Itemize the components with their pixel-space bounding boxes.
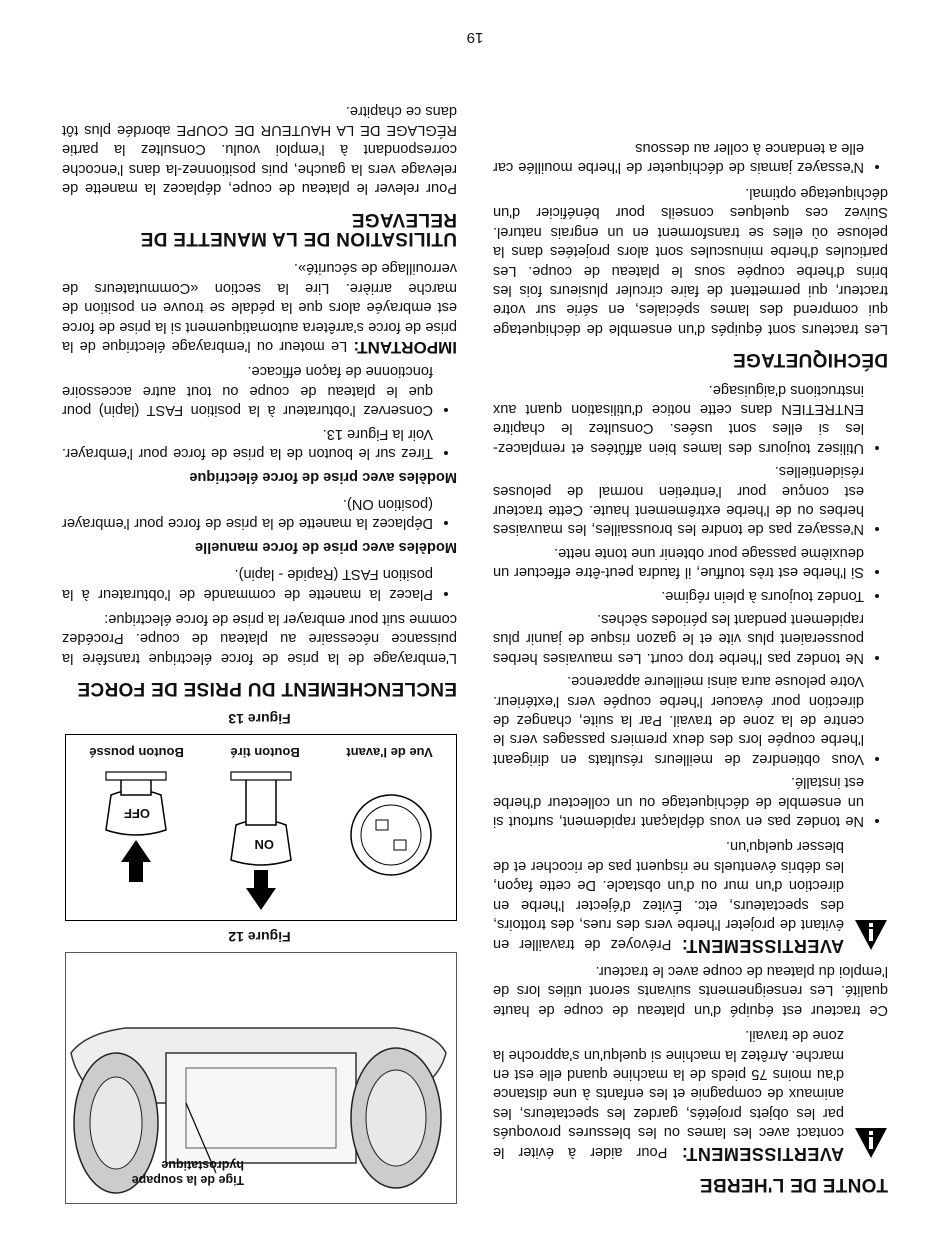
section-title-dechiquetage: DÉCHIQUETAGE <box>732 349 888 371</box>
figure-12-caption: Figure 12 <box>228 929 291 945</box>
list-item: • Déplacez la manette de la prise de force pour l'embrayer (position ON). <box>62 494 433 533</box>
knob-off-label: OFF <box>124 805 150 821</box>
figure-13-caption: Figure 13 <box>228 710 291 727</box>
warning-block-1 <box>493 1025 888 1163</box>
warning-title: AVERTISSEMENT: <box>681 935 844 956</box>
important-title: IMPORTANT: <box>353 338 457 358</box>
list-item: • Tirez sur le bouton de la prise de force pour l'embrayer. Voir la Figure 13. <box>62 423 433 462</box>
button-pushed-label: Bouton poussé <box>89 745 184 760</box>
mowing-tips-list <box>493 379 888 830</box>
important-note <box>62 258 457 357</box>
view-front-label: Vue de l'avant <box>346 745 433 760</box>
subheading-manual-pto: Modèles avec prise de force manuelle <box>195 538 457 555</box>
list-item: • Tondez toujours à plein régime. <box>493 585 864 604</box>
list-item: • Utilisez toujours des lames bien affûtées et remplacez-les si elles sont usées. Consultez le chapitre ENTRETIEN dans cette notice d'utilisation quant aux instructions d'aiguisage. <box>493 379 864 457</box>
list-item: • Conservez l'obturateur à la position FAST (lapin) pour que le plateau de coupe ou tout autre accessoire fonctionne de façon efficace. <box>62 361 433 419</box>
mulching-tips-list <box>493 138 888 177</box>
list-item: • N'essayez jamais de déchiqueter de l'herbe mouillée car elle a tendance à coller au dessous <box>493 138 864 177</box>
section-title-pto: ENCLENCHEMENT DU PRISE DE FORCE <box>77 678 457 700</box>
list-item: • Vous obtiendrez de meilleurs résultats en dirigeant l'herbe coupée lors des deux premiers passages vers le centre de la zone de travail. Par la suite, changez de direction pour évacuer l'herbe coupée vers l'extérieur. Votre pelouse aura ainsi meilleure apparence. <box>493 671 864 768</box>
paragraph-dechiquetage: Les tracteurs sont équipés d'un ensemble de déchiquetage qui comprend des lames spéciales, en série sur votre tracteur, qui permettent de faire circuler plusieurs fois les brins d'herbe coupée sous le plateau de coupe. Les particules d'herbe minuscules sont alors projetées dans la pelouse où elles se transforment en un engrais naturel. Suivez ces quelques conseils pour bénéficier d'un déchiquetage optimal. <box>493 184 888 337</box>
figure-12-tractor-illustration <box>65 952 457 1204</box>
figure-13-pto-knob <box>65 734 457 921</box>
list-item: • Ne tondez pas en vous déplaçant rapidement, surtout si un ensemble de déchiquetage ou un collecteur d'herbe est installé. <box>493 772 864 830</box>
paragraph-pto: L'embrayage de la prise de force électrique transfère la puissance nécessaire au plateau de coupe. Procédez comme suit pour embrayer la prise de force électrique: <box>62 610 457 666</box>
warning-text: Prévoyez de travailler en évitant de projeter l'herbe vers des rues, des trottoirs, des spectateurs, etc. Évitez d'éjecter l'herbe en direction d'un mur ou d'un obstacle. De cette façon, les débris éventuels ne risquent pas de ricocher et de blesser quelqu'un. <box>493 838 844 952</box>
right-column <box>62 94 457 1204</box>
pto-knob-drawing <box>66 735 456 920</box>
knob-on-label: ON <box>254 836 274 852</box>
section-title-tonte: TONTE DE L'HERBE <box>699 1174 888 1195</box>
left-column <box>493 134 888 1204</box>
figure-12-callout: Tige de la soupape hydrostatique <box>131 1158 244 1187</box>
important-text: Le moteur ou l'embrayage électrique de la prise de force s'arrêtera automatiquement si la prise de force est embrayée alors que la pédale se trouve en position de marche arrière. Lire la section «Commutateurs de verrouillage de sécurité». <box>62 260 457 355</box>
figure-13-labels <box>66 743 456 762</box>
page-number: 19 <box>466 29 484 46</box>
list-item: • Si l'herbe est très touffue, il faudra peut-être effectuer un deuxième passage pour obtenir une tonte nette. <box>493 542 864 581</box>
section-title-relevage: UTILISATION DE LA MANETTE DE RELEVAGE <box>140 208 457 250</box>
subheading-electric-pto: Modèles avec prise de force électrique <box>189 468 457 485</box>
warning-icon <box>854 912 888 950</box>
list-item: • Ne tondez pas l'herbe trop court. Les mauvaises herbes pousseraient plus vite et le gazon risque de jaunir plus rapidement pendant les périodes sèches. <box>493 609 864 667</box>
warning-text: Pour aider à éviter le contact avec les lames ou les blessures provoqués par les objets projetés, gardez les spectateurs, les animaux de compagnie et les enfants à une distance d'au moins 75 pieds de la machine quand elle est en marche. Arrêtez la machine si quelqu'un s'approche la zone de travail. <box>493 1027 844 1160</box>
warning-icon <box>854 1120 888 1158</box>
warning-title: AVERTISSEMENT: <box>681 1143 844 1164</box>
list-item: • N'essayez pas de tondre les broussailles, les mauvaises herbes ou de l'herbe extrêmement haute. Cette tracteur est conçue pour l'entretien normal de pelouses résidentielles. <box>493 461 864 539</box>
button-pulled-label: Bouton tiré <box>230 745 300 760</box>
list-item: • Placez la manette de commande de l'obturateur à la position FAST (Rapide - lapin). <box>62 564 433 603</box>
paragraph-intro: Ce tracteur est équipé d'un plateau de coupe de haute qualité. Les renseignements suivants seront utiles lors de l'emploi du plateau de coupe avec le tracteur. <box>493 962 888 1018</box>
warning-block-2 <box>493 836 888 954</box>
paragraph-relevage: Pour relever le plateau de coupe, déplacez la manette de relevage vers la gauche, puis positionnez-la dans l'encoche correspondant à l'emploi voulu. Consultez la partie RÉGLAGE DE LA HAUTEUR DE COUPE abordée plus tôt dans ce chapitre. <box>62 102 457 197</box>
